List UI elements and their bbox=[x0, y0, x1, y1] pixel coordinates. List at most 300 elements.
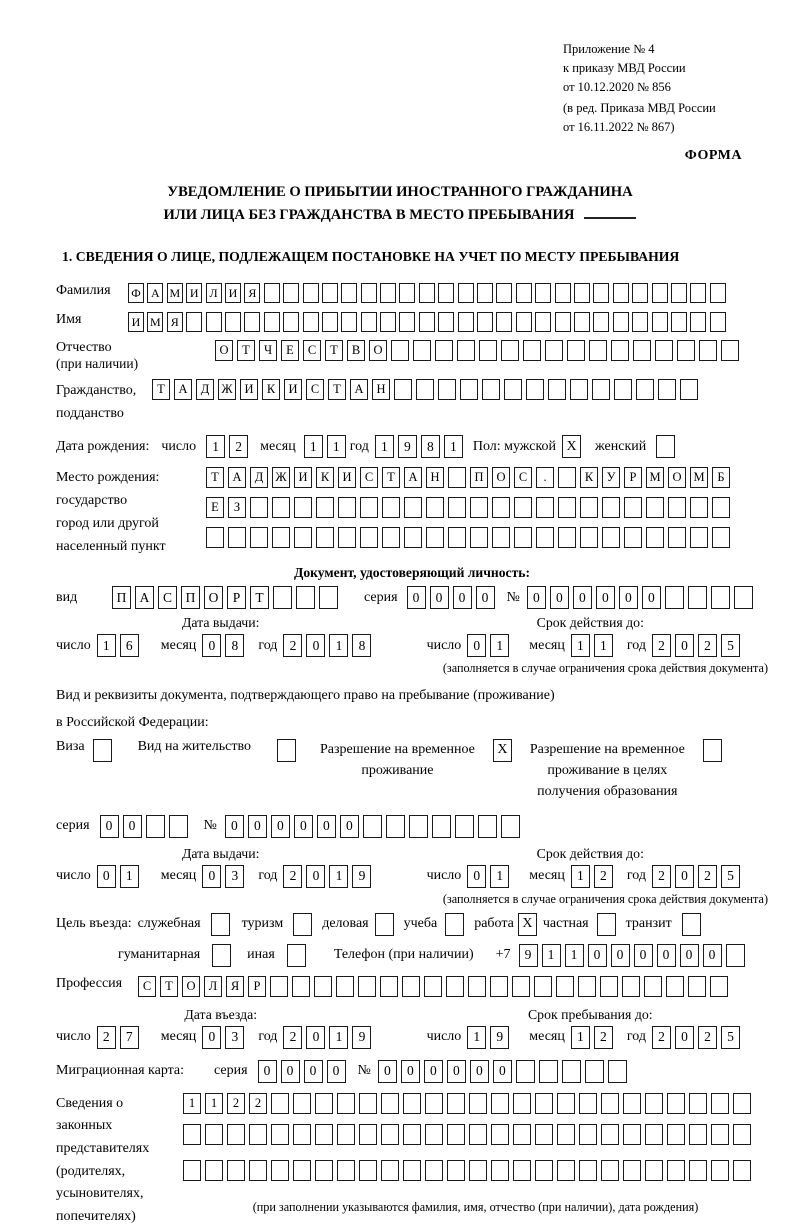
char-cell[interactable]: 1 bbox=[329, 865, 348, 888]
char-cell[interactable] bbox=[580, 527, 598, 548]
char-cell[interactable] bbox=[361, 283, 377, 303]
char-cell[interactable]: 2 bbox=[249, 1093, 267, 1114]
char-cell[interactable]: 5 bbox=[721, 1026, 740, 1049]
char-cell[interactable] bbox=[632, 312, 648, 332]
char-cell[interactable] bbox=[689, 1093, 707, 1114]
char-cell[interactable] bbox=[712, 497, 730, 518]
char-cell[interactable]: А bbox=[147, 283, 163, 303]
char-cell[interactable]: 0 bbox=[306, 634, 325, 657]
char-cell[interactable] bbox=[292, 976, 310, 997]
char-cell[interactable] bbox=[601, 1093, 619, 1114]
char-cell[interactable]: С bbox=[158, 586, 177, 609]
char-cell[interactable] bbox=[574, 312, 590, 332]
char-cell[interactable]: И bbox=[338, 467, 356, 488]
char-cell[interactable]: 0 bbox=[447, 1060, 466, 1083]
char-cell[interactable]: Т bbox=[206, 467, 224, 488]
char-cell[interactable]: . bbox=[536, 467, 554, 488]
char-cell[interactable]: В bbox=[347, 340, 365, 361]
char-cell[interactable] bbox=[293, 913, 312, 936]
char-cell[interactable] bbox=[426, 527, 444, 548]
char-cell[interactable] bbox=[283, 312, 299, 332]
char-cell[interactable]: 1 bbox=[571, 634, 590, 657]
char-cell[interactable] bbox=[645, 1093, 663, 1114]
char-cell[interactable] bbox=[183, 1124, 201, 1145]
char-cell[interactable] bbox=[363, 815, 382, 838]
char-cell[interactable] bbox=[205, 1124, 223, 1145]
char-cell[interactable] bbox=[399, 312, 415, 332]
char-cell[interactable] bbox=[359, 1124, 377, 1145]
char-cell[interactable]: 0 bbox=[596, 586, 615, 609]
char-cell[interactable]: М bbox=[147, 312, 163, 332]
char-cell[interactable] bbox=[93, 739, 112, 762]
char-cell[interactable]: 0 bbox=[453, 586, 472, 609]
char-cell[interactable] bbox=[667, 1160, 685, 1181]
char-cell[interactable] bbox=[579, 1093, 597, 1114]
char-cell[interactable] bbox=[426, 497, 444, 518]
char-cell[interactable]: 9 bbox=[352, 865, 371, 888]
char-cell[interactable] bbox=[322, 283, 338, 303]
char-cell[interactable]: 8 bbox=[421, 435, 440, 458]
char-cell[interactable] bbox=[391, 340, 409, 361]
char-cell[interactable] bbox=[477, 312, 493, 332]
char-cell[interactable]: 0 bbox=[271, 815, 290, 838]
char-cell[interactable] bbox=[403, 1093, 421, 1114]
char-cell[interactable]: 0 bbox=[123, 815, 142, 838]
char-cell[interactable]: X bbox=[518, 913, 537, 936]
char-cell[interactable] bbox=[614, 379, 632, 400]
char-cell[interactable]: О bbox=[668, 467, 686, 488]
char-cell[interactable] bbox=[314, 976, 332, 997]
char-cell[interactable]: 2 bbox=[652, 634, 671, 657]
char-cell[interactable] bbox=[688, 586, 707, 609]
char-cell[interactable]: Ж bbox=[218, 379, 236, 400]
char-cell[interactable]: 0 bbox=[304, 1060, 323, 1083]
char-cell[interactable] bbox=[404, 497, 422, 518]
char-cell[interactable]: 0 bbox=[680, 944, 699, 967]
char-cell[interactable] bbox=[271, 1093, 289, 1114]
char-cell[interactable] bbox=[424, 976, 442, 997]
char-cell[interactable]: П bbox=[112, 586, 131, 609]
char-cell[interactable]: 2 bbox=[594, 1026, 613, 1049]
char-cell[interactable] bbox=[381, 1124, 399, 1145]
char-cell[interactable]: П bbox=[470, 467, 488, 488]
char-cell[interactable]: 1 bbox=[183, 1093, 201, 1114]
char-cell[interactable] bbox=[293, 1124, 311, 1145]
char-cell[interactable]: 3 bbox=[225, 865, 244, 888]
char-cell[interactable] bbox=[482, 379, 500, 400]
char-cell[interactable] bbox=[315, 1093, 333, 1114]
char-cell[interactable]: 3 bbox=[225, 1026, 244, 1049]
char-cell[interactable] bbox=[535, 1093, 553, 1114]
char-cell[interactable] bbox=[682, 913, 701, 936]
char-cell[interactable]: 0 bbox=[467, 634, 486, 657]
char-cell[interactable] bbox=[710, 976, 728, 997]
char-cell[interactable]: Я bbox=[244, 283, 260, 303]
char-cell[interactable]: З bbox=[228, 497, 246, 518]
char-cell[interactable] bbox=[556, 976, 574, 997]
char-cell[interactable] bbox=[567, 340, 585, 361]
char-cell[interactable] bbox=[516, 312, 532, 332]
char-cell[interactable] bbox=[504, 379, 522, 400]
char-cell[interactable] bbox=[721, 340, 739, 361]
char-cell[interactable]: Л bbox=[204, 976, 222, 997]
char-cell[interactable]: К bbox=[262, 379, 280, 400]
char-cell[interactable]: Д bbox=[196, 379, 214, 400]
char-cell[interactable] bbox=[468, 976, 486, 997]
char-cell[interactable] bbox=[419, 312, 435, 332]
char-cell[interactable] bbox=[733, 1124, 751, 1145]
char-cell[interactable] bbox=[562, 1060, 581, 1083]
char-cell[interactable] bbox=[523, 340, 541, 361]
char-cell[interactable] bbox=[448, 497, 466, 518]
char-cell[interactable] bbox=[294, 497, 312, 518]
char-cell[interactable]: 1 bbox=[571, 865, 590, 888]
char-cell[interactable]: 0 bbox=[642, 586, 661, 609]
char-cell[interactable]: 0 bbox=[470, 1060, 489, 1083]
char-cell[interactable] bbox=[613, 283, 629, 303]
char-cell[interactable]: 2 bbox=[229, 435, 248, 458]
char-cell[interactable]: П bbox=[181, 586, 200, 609]
char-cell[interactable]: 0 bbox=[430, 586, 449, 609]
char-cell[interactable] bbox=[652, 283, 668, 303]
char-cell[interactable] bbox=[448, 467, 466, 488]
char-cell[interactable] bbox=[435, 340, 453, 361]
char-cell[interactable] bbox=[655, 340, 673, 361]
char-cell[interactable]: Т bbox=[325, 340, 343, 361]
char-cell[interactable]: 2 bbox=[698, 865, 717, 888]
char-cell[interactable] bbox=[624, 527, 642, 548]
char-cell[interactable]: Т bbox=[237, 340, 255, 361]
char-cell[interactable] bbox=[491, 1160, 509, 1181]
char-cell[interactable] bbox=[602, 527, 620, 548]
char-cell[interactable] bbox=[645, 1124, 663, 1145]
char-cell[interactable]: 5 bbox=[721, 634, 740, 657]
char-cell[interactable]: 1 bbox=[329, 1026, 348, 1049]
char-cell[interactable]: Ж bbox=[272, 467, 290, 488]
char-cell[interactable]: У bbox=[602, 467, 620, 488]
char-cell[interactable]: Б bbox=[712, 467, 730, 488]
char-cell[interactable] bbox=[358, 976, 376, 997]
char-cell[interactable] bbox=[337, 1160, 355, 1181]
char-cell[interactable]: 0 bbox=[281, 1060, 300, 1083]
char-cell[interactable] bbox=[601, 1160, 619, 1181]
char-cell[interactable]: 9 bbox=[398, 435, 417, 458]
char-cell[interactable] bbox=[205, 1160, 223, 1181]
char-cell[interactable] bbox=[425, 1160, 443, 1181]
char-cell[interactable] bbox=[273, 586, 292, 609]
char-cell[interactable]: X bbox=[493, 739, 512, 762]
char-cell[interactable] bbox=[514, 497, 532, 518]
char-cell[interactable] bbox=[539, 1060, 558, 1083]
char-cell[interactable]: 1 bbox=[327, 435, 346, 458]
char-cell[interactable] bbox=[337, 1124, 355, 1145]
char-cell[interactable]: 9 bbox=[352, 1026, 371, 1049]
char-cell[interactable] bbox=[244, 312, 260, 332]
char-cell[interactable] bbox=[470, 497, 488, 518]
char-cell[interactable]: 0 bbox=[306, 865, 325, 888]
char-cell[interactable]: 1 bbox=[375, 435, 394, 458]
char-cell[interactable]: 7 bbox=[120, 1026, 139, 1049]
char-cell[interactable] bbox=[490, 976, 508, 997]
char-cell[interactable] bbox=[380, 312, 396, 332]
char-cell[interactable]: С bbox=[138, 976, 156, 997]
char-cell[interactable]: О bbox=[204, 586, 223, 609]
char-cell[interactable] bbox=[534, 976, 552, 997]
char-cell[interactable] bbox=[316, 497, 334, 518]
char-cell[interactable]: 1 bbox=[304, 435, 323, 458]
char-cell[interactable] bbox=[555, 312, 571, 332]
char-cell[interactable] bbox=[578, 976, 596, 997]
char-cell[interactable]: 0 bbox=[100, 815, 119, 838]
char-cell[interactable] bbox=[613, 312, 629, 332]
char-cell[interactable] bbox=[516, 1060, 535, 1083]
char-cell[interactable] bbox=[211, 913, 230, 936]
char-cell[interactable] bbox=[579, 1160, 597, 1181]
char-cell[interactable]: Р bbox=[227, 586, 246, 609]
char-cell[interactable]: X bbox=[562, 435, 581, 458]
char-cell[interactable] bbox=[557, 1160, 575, 1181]
char-cell[interactable] bbox=[667, 1093, 685, 1114]
char-cell[interactable] bbox=[633, 340, 651, 361]
char-cell[interactable]: 5 bbox=[721, 865, 740, 888]
char-cell[interactable] bbox=[593, 312, 609, 332]
char-cell[interactable]: 0 bbox=[476, 586, 495, 609]
char-cell[interactable]: 1 bbox=[542, 944, 561, 967]
char-cell[interactable] bbox=[690, 497, 708, 518]
char-cell[interactable] bbox=[206, 527, 224, 548]
char-cell[interactable] bbox=[432, 815, 451, 838]
char-cell[interactable] bbox=[636, 379, 654, 400]
char-cell[interactable] bbox=[623, 1124, 641, 1145]
char-cell[interactable] bbox=[513, 1093, 531, 1114]
char-cell[interactable] bbox=[146, 815, 165, 838]
char-cell[interactable] bbox=[361, 312, 377, 332]
char-cell[interactable] bbox=[557, 1124, 575, 1145]
char-cell[interactable] bbox=[589, 340, 607, 361]
char-cell[interactable]: 2 bbox=[652, 865, 671, 888]
char-cell[interactable]: Я bbox=[226, 976, 244, 997]
char-cell[interactable]: 0 bbox=[493, 1060, 512, 1083]
char-cell[interactable] bbox=[479, 340, 497, 361]
char-cell[interactable] bbox=[460, 379, 478, 400]
char-cell[interactable] bbox=[455, 815, 474, 838]
char-cell[interactable]: 1 bbox=[97, 634, 116, 657]
char-cell[interactable] bbox=[294, 527, 312, 548]
char-cell[interactable]: 0 bbox=[327, 1060, 346, 1083]
char-cell[interactable] bbox=[593, 283, 609, 303]
char-cell[interactable]: С bbox=[514, 467, 532, 488]
char-cell[interactable] bbox=[623, 1093, 641, 1114]
char-cell[interactable] bbox=[644, 976, 662, 997]
char-cell[interactable]: 0 bbox=[527, 586, 546, 609]
char-cell[interactable]: 2 bbox=[652, 1026, 671, 1049]
char-cell[interactable] bbox=[283, 283, 299, 303]
char-cell[interactable]: А bbox=[135, 586, 154, 609]
char-cell[interactable]: Л bbox=[206, 283, 222, 303]
char-cell[interactable]: С bbox=[306, 379, 324, 400]
char-cell[interactable] bbox=[536, 527, 554, 548]
char-cell[interactable]: О bbox=[215, 340, 233, 361]
char-cell[interactable] bbox=[360, 497, 378, 518]
char-cell[interactable]: 0 bbox=[248, 815, 267, 838]
char-cell[interactable] bbox=[469, 1124, 487, 1145]
char-cell[interactable] bbox=[206, 312, 222, 332]
char-cell[interactable]: 0 bbox=[202, 865, 221, 888]
char-cell[interactable]: Е bbox=[281, 340, 299, 361]
char-cell[interactable] bbox=[703, 739, 722, 762]
char-cell[interactable] bbox=[491, 1124, 509, 1145]
char-cell[interactable] bbox=[712, 527, 730, 548]
char-cell[interactable] bbox=[447, 1160, 465, 1181]
char-cell[interactable] bbox=[438, 312, 454, 332]
char-cell[interactable] bbox=[656, 435, 675, 458]
char-cell[interactable] bbox=[315, 1160, 333, 1181]
char-cell[interactable]: 8 bbox=[352, 634, 371, 657]
char-cell[interactable] bbox=[548, 379, 566, 400]
char-cell[interactable] bbox=[652, 312, 668, 332]
char-cell[interactable]: 0 bbox=[340, 815, 359, 838]
char-cell[interactable] bbox=[445, 913, 464, 936]
char-cell[interactable] bbox=[516, 283, 532, 303]
char-cell[interactable] bbox=[403, 1124, 421, 1145]
char-cell[interactable] bbox=[585, 1060, 604, 1083]
char-cell[interactable] bbox=[501, 815, 520, 838]
char-cell[interactable] bbox=[264, 312, 280, 332]
char-cell[interactable]: 2 bbox=[698, 634, 717, 657]
char-cell[interactable] bbox=[413, 340, 431, 361]
char-cell[interactable]: Т bbox=[160, 976, 178, 997]
char-cell[interactable] bbox=[359, 1093, 377, 1114]
char-cell[interactable] bbox=[272, 527, 290, 548]
char-cell[interactable] bbox=[699, 340, 717, 361]
char-cell[interactable]: И bbox=[225, 283, 241, 303]
char-cell[interactable] bbox=[271, 1160, 289, 1181]
char-cell[interactable]: И bbox=[240, 379, 258, 400]
char-cell[interactable] bbox=[272, 497, 290, 518]
char-cell[interactable] bbox=[438, 379, 456, 400]
char-cell[interactable]: 0 bbox=[573, 586, 592, 609]
char-cell[interactable] bbox=[574, 283, 590, 303]
char-cell[interactable] bbox=[382, 497, 400, 518]
char-cell[interactable] bbox=[601, 1124, 619, 1145]
char-cell[interactable]: Д bbox=[250, 467, 268, 488]
char-cell[interactable]: 9 bbox=[519, 944, 538, 967]
char-cell[interactable]: О bbox=[369, 340, 387, 361]
char-cell[interactable] bbox=[296, 586, 315, 609]
char-cell[interactable]: 1 bbox=[490, 634, 509, 657]
char-cell[interactable]: 0 bbox=[258, 1060, 277, 1083]
char-cell[interactable] bbox=[382, 527, 400, 548]
char-cell[interactable] bbox=[611, 340, 629, 361]
char-cell[interactable] bbox=[535, 1124, 553, 1145]
char-cell[interactable]: М bbox=[646, 467, 664, 488]
char-cell[interactable] bbox=[668, 497, 686, 518]
char-cell[interactable] bbox=[338, 527, 356, 548]
char-cell[interactable] bbox=[623, 1160, 641, 1181]
char-cell[interactable] bbox=[315, 1124, 333, 1145]
char-cell[interactable] bbox=[380, 976, 398, 997]
char-cell[interactable] bbox=[711, 1160, 729, 1181]
char-cell[interactable]: Т bbox=[328, 379, 346, 400]
char-cell[interactable] bbox=[425, 1124, 443, 1145]
char-cell[interactable] bbox=[555, 283, 571, 303]
char-cell[interactable] bbox=[496, 283, 512, 303]
char-cell[interactable] bbox=[303, 283, 319, 303]
char-cell[interactable] bbox=[250, 497, 268, 518]
char-cell[interactable] bbox=[169, 815, 188, 838]
char-cell[interactable]: 0 bbox=[467, 865, 486, 888]
char-cell[interactable]: Р bbox=[248, 976, 266, 997]
char-cell[interactable] bbox=[545, 340, 563, 361]
char-cell[interactable] bbox=[557, 1093, 575, 1114]
char-cell[interactable] bbox=[404, 527, 422, 548]
char-cell[interactable] bbox=[478, 815, 497, 838]
char-cell[interactable] bbox=[470, 527, 488, 548]
char-cell[interactable] bbox=[512, 976, 530, 997]
char-cell[interactable] bbox=[711, 586, 730, 609]
char-cell[interactable] bbox=[733, 1093, 751, 1114]
char-cell[interactable] bbox=[477, 283, 493, 303]
char-cell[interactable] bbox=[668, 527, 686, 548]
char-cell[interactable] bbox=[322, 312, 338, 332]
char-cell[interactable]: А bbox=[174, 379, 192, 400]
char-cell[interactable]: 0 bbox=[634, 944, 653, 967]
char-cell[interactable] bbox=[447, 1124, 465, 1145]
char-cell[interactable]: Е bbox=[206, 497, 224, 518]
char-cell[interactable] bbox=[688, 976, 706, 997]
char-cell[interactable] bbox=[671, 312, 687, 332]
char-cell[interactable]: 0 bbox=[588, 944, 607, 967]
char-cell[interactable]: И bbox=[284, 379, 302, 400]
char-cell[interactable]: Ф bbox=[128, 283, 144, 303]
char-cell[interactable] bbox=[381, 1093, 399, 1114]
char-cell[interactable] bbox=[600, 976, 618, 997]
char-cell[interactable] bbox=[336, 976, 354, 997]
char-cell[interactable] bbox=[250, 527, 268, 548]
char-cell[interactable] bbox=[375, 913, 394, 936]
char-cell[interactable] bbox=[671, 283, 687, 303]
char-cell[interactable] bbox=[514, 527, 532, 548]
char-cell[interactable] bbox=[249, 1160, 267, 1181]
char-cell[interactable]: Н bbox=[372, 379, 390, 400]
char-cell[interactable] bbox=[492, 497, 510, 518]
char-cell[interactable]: К bbox=[580, 467, 598, 488]
char-cell[interactable]: И bbox=[128, 312, 144, 332]
char-cell[interactable] bbox=[225, 312, 241, 332]
char-cell[interactable]: 0 bbox=[675, 865, 694, 888]
char-cell[interactable] bbox=[622, 976, 640, 997]
char-cell[interactable] bbox=[689, 1124, 707, 1145]
char-cell[interactable] bbox=[501, 340, 519, 361]
char-cell[interactable]: 0 bbox=[294, 815, 313, 838]
char-cell[interactable]: Т bbox=[250, 586, 269, 609]
char-cell[interactable]: 0 bbox=[550, 586, 569, 609]
char-cell[interactable]: 0 bbox=[675, 634, 694, 657]
char-cell[interactable] bbox=[558, 497, 576, 518]
char-cell[interactable]: 9 bbox=[490, 1026, 509, 1049]
char-cell[interactable]: М bbox=[167, 283, 183, 303]
char-cell[interactable] bbox=[469, 1093, 487, 1114]
char-cell[interactable] bbox=[496, 312, 512, 332]
char-cell[interactable] bbox=[416, 379, 434, 400]
char-cell[interactable] bbox=[458, 283, 474, 303]
char-cell[interactable]: 1 bbox=[565, 944, 584, 967]
char-cell[interactable] bbox=[570, 379, 588, 400]
char-cell[interactable] bbox=[402, 976, 420, 997]
char-cell[interactable] bbox=[535, 312, 551, 332]
char-cell[interactable] bbox=[277, 739, 296, 762]
char-cell[interactable]: О bbox=[182, 976, 200, 997]
